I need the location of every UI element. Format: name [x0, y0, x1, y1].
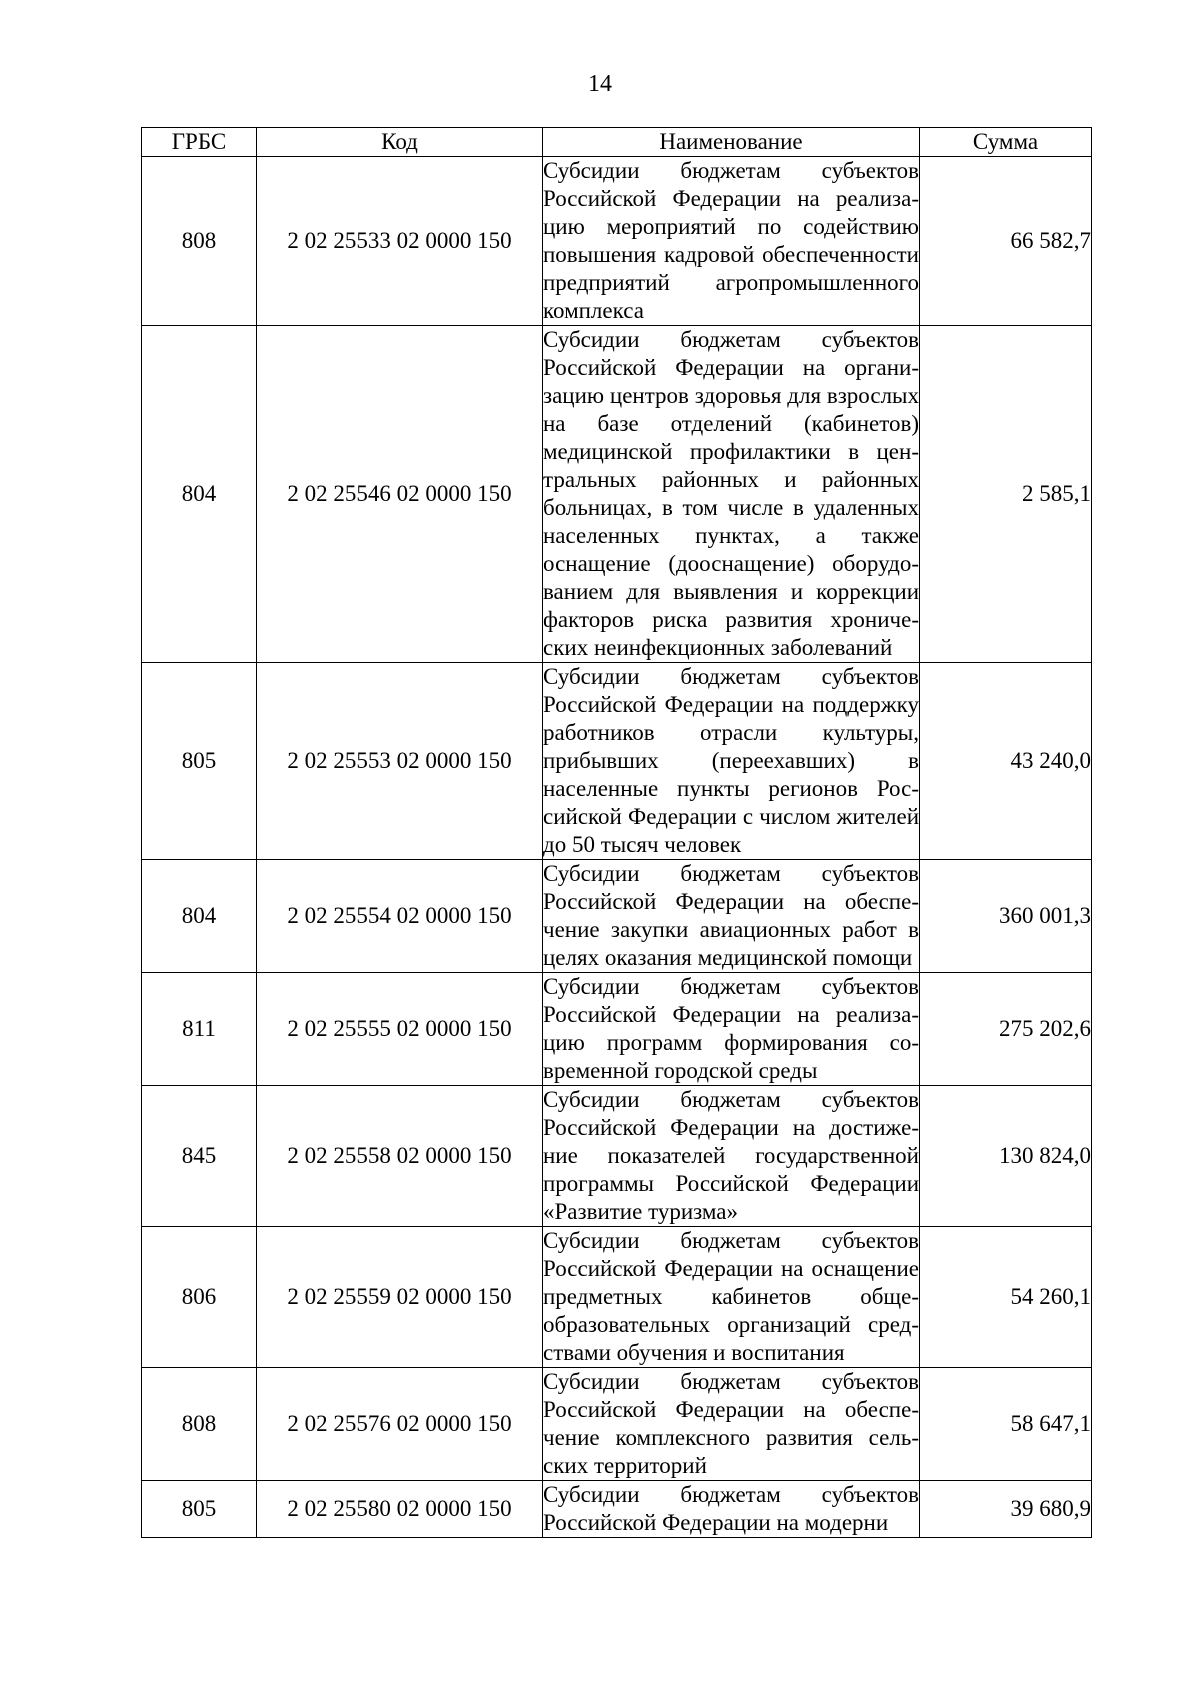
cell-name: Субсидии бюджетам субъектов Российской Федерации на поддержку работников отрасли культуры, прибывших (переехавших) в населенные пункты регионов Российской Федерации с числом жителей до 50 тысяч человек: [543, 663, 920, 860]
budget-table: [141, 127, 1092, 1538]
cell-code: 2 02 25546 02 0000 150: [257, 326, 543, 663]
cell-name: Субсидии бюджетам субъектов Российской Федерации на модерни: [543, 1481, 920, 1538]
table-header-row: [142, 128, 1092, 157]
cell-grbs: 808: [142, 1368, 257, 1481]
table-row: [142, 1368, 1092, 1481]
cell-grbs: 805: [142, 663, 257, 860]
table-row: [142, 1227, 1092, 1368]
table-row: [142, 326, 1092, 663]
cell-sum: 43 240,0: [920, 663, 1092, 860]
cell-grbs: 805: [142, 1481, 257, 1538]
cell-name: Субсидии бюджетам субъектов Российской Федерации на реализацию мероприятий по содействию повышения кадровой обеспеченности предприятий агропромышленного комплекса: [543, 157, 920, 326]
cell-sum: 54 260,1: [920, 1227, 1092, 1368]
cell-sum: 130 824,0: [920, 1086, 1092, 1227]
header-sum: Сумма: [920, 128, 1092, 157]
cell-grbs: 811: [142, 973, 257, 1086]
cell-grbs: 804: [142, 326, 257, 663]
cell-code: 2 02 25580 02 0000 150: [257, 1481, 543, 1538]
page-number: 14: [588, 71, 612, 97]
cell-name: Субсидии бюджетам субъектов Российской Федерации на реализацию программ формирования современной городской среды: [543, 973, 920, 1086]
cell-code: 2 02 25533 02 0000 150: [257, 157, 543, 326]
cell-code: 2 02 25555 02 0000 150: [257, 973, 543, 1086]
table-row: [142, 663, 1092, 860]
header-grbs: ГРБС: [142, 128, 257, 157]
cell-name: Субсидии бюджетам субъектов Российской Федерации на организацию центров здоровья для взрослых на базе отделений (кабинетов) медицинской профилактики в центральных районных и районных больницах, в том числе в удаленных населенных пунктах, а также оснащение (дооснащение) оборудованием для выявления и коррекции факторов риска развития хронических неинфекционных заболеваний: [543, 326, 920, 663]
cell-name: Субсидии бюджетам субъектов Российской Федерации на достижение показателей государственной программы Российской Федерации «Развитие туризма»: [543, 1086, 920, 1227]
cell-sum: 39 680,9: [920, 1481, 1092, 1538]
cell-name: Субсидии бюджетам субъектов Российской Федерации на обеспечение закупки авиационных работ в целях оказания медицинской помощи: [543, 860, 920, 973]
cell-sum: 66 582,7: [920, 157, 1092, 326]
cell-code: 2 02 25576 02 0000 150: [257, 1368, 543, 1481]
cell-code: 2 02 25559 02 0000 150: [257, 1227, 543, 1368]
cell-code: 2 02 25558 02 0000 150: [257, 1086, 543, 1227]
cell-sum: 360 001,3: [920, 860, 1092, 973]
cell-name: Субсидии бюджетам субъектов Российской Федерации на оснащение предметных кабинетов общеобразовательных организаций средствами обучения и воспитания: [543, 1227, 920, 1368]
header-code: Код: [257, 128, 543, 157]
table-row: [142, 860, 1092, 973]
cell-grbs: 808: [142, 157, 257, 326]
header-name: Наименование: [543, 128, 920, 157]
cell-sum: 58 647,1: [920, 1368, 1092, 1481]
table-row: [142, 157, 1092, 326]
cell-sum: 2 585,1: [920, 326, 1092, 663]
table-row: [142, 1481, 1092, 1538]
cell-code: 2 02 25554 02 0000 150: [257, 860, 543, 973]
cell-grbs: 806: [142, 1227, 257, 1368]
table-row: [142, 973, 1092, 1086]
table-row: [142, 1086, 1092, 1227]
cell-sum: 275 202,6: [920, 973, 1092, 1086]
cell-name: Субсидии бюджетам субъектов Российской Федерации на обеспечение комплексного развития сельских территорий: [543, 1368, 920, 1481]
cell-grbs: 845: [142, 1086, 257, 1227]
cell-code: 2 02 25553 02 0000 150: [257, 663, 543, 860]
cell-grbs: 804: [142, 860, 257, 973]
